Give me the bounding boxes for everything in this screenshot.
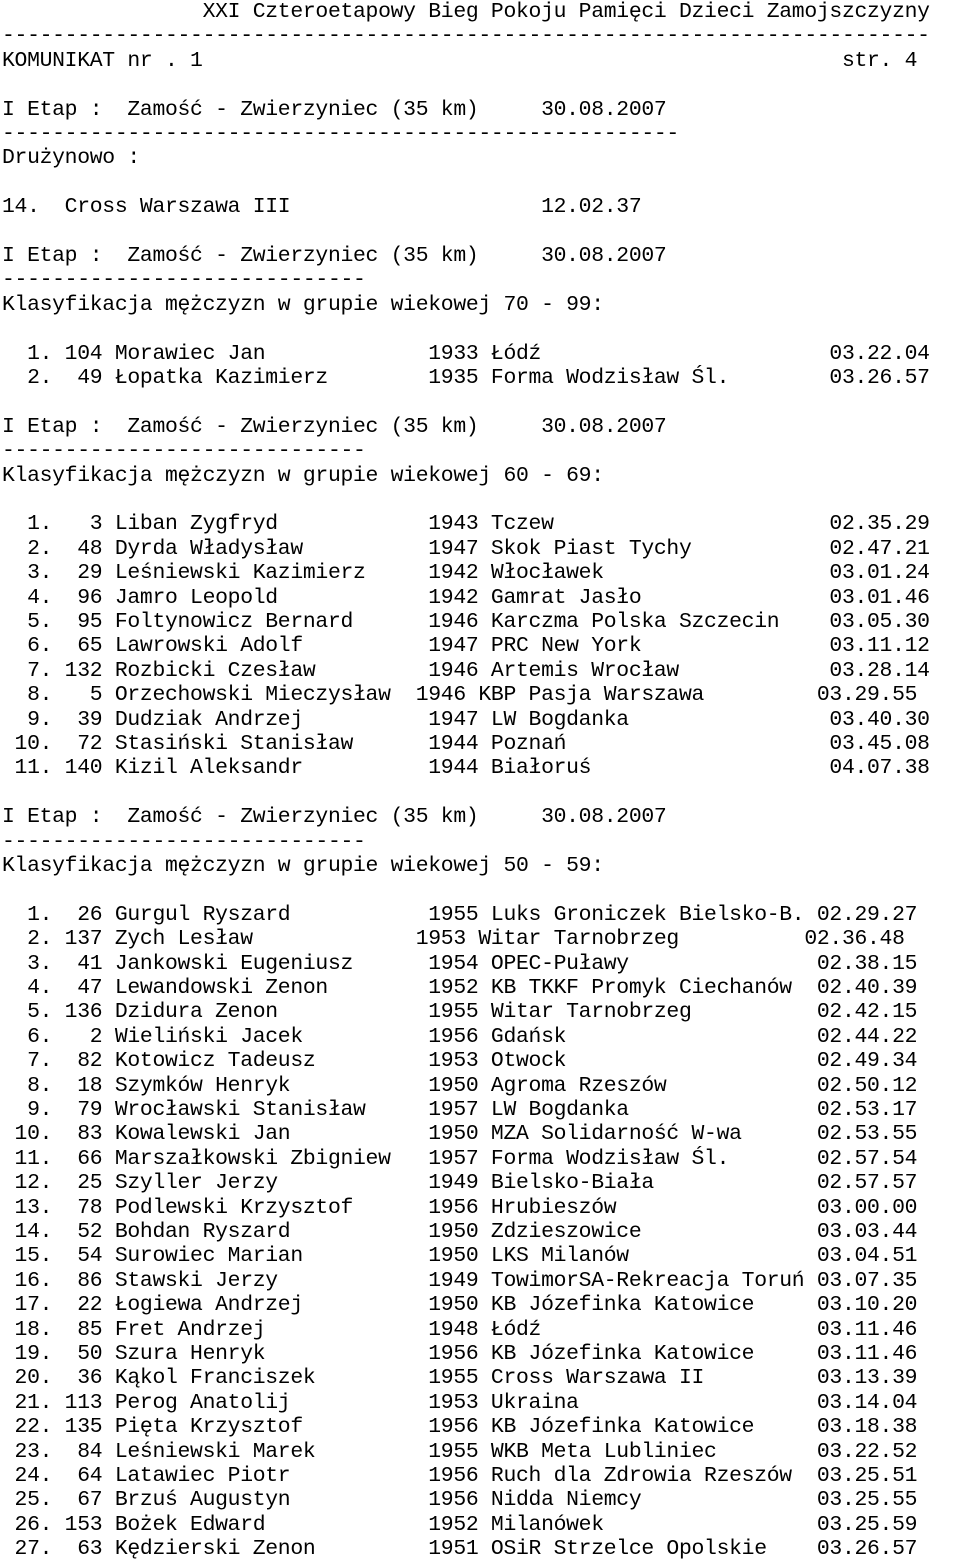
category-heading: Klasyfikacja mężczyzn w grupie wiekowej 70 - 99: bbox=[2, 292, 604, 317]
result-row: 2. 48 Dyrda Władysław 1947 Skok Piast Tychy 02.47.21 bbox=[2, 536, 930, 561]
result-row: 22. 135 Pięta Krzysztof 1956 KB Józefinka Katowice 03.18.38 bbox=[2, 1415, 918, 1440]
stage-header: I Etap : Zamość - Zwierzyniec (35 km) 30.08.2007 bbox=[2, 97, 667, 122]
result-row: 1. 26 Gurgul Ryszard 1955 Luks Groniczek Bielsko-B. 02.29.27 bbox=[2, 902, 918, 927]
result-row: 9. 79 Wrocławski Stanisław 1957 LW Bogdanka 02.53.17 bbox=[2, 1098, 918, 1122]
result-row: 23. 84 Leśniewski Marek 1955 WKB Meta Lubliniec 03.22.52 bbox=[2, 1439, 918, 1464]
result-row: 19. 50 Szura Henryk 1956 KB Józefinka Katowice 03.11.46 bbox=[2, 1342, 918, 1366]
result-row: 8. 18 Szymków Henryk 1950 Agroma Rzeszów 02.50.12 bbox=[2, 1073, 918, 1098]
result-row: 1. 104 Morawiec Jan 1933 Łódź 03.22.04 bbox=[2, 341, 930, 366]
result-row: 5. 136 Dzidura Zenon 1955 Witar Tarnobrzeg 02.42.15 bbox=[2, 1000, 918, 1025]
separator-line: -------------------------------------------------------------------------- bbox=[2, 24, 930, 49]
result-row: 11. 66 Marszałkowski Zbigniew 1957 Forma Wodzisław Śl. 02.57.54 bbox=[2, 1146, 918, 1171]
document-title: XXI Czteroetapowy Bieg Pokoju Pamięci Dzieci Zamojszczyzny bbox=[2, 0, 930, 24]
result-row: 7. 82 Kotowicz Tadeusz 1953 Otwock 02.49.34 bbox=[2, 1049, 918, 1074]
separator-line: ----------------------------- bbox=[2, 829, 366, 854]
result-row: 3. 41 Jankowski Eugeniusz 1954 OPEC-Puławy 02.38.15 bbox=[2, 951, 918, 976]
result-row: 8. 5 Orzechowski Mieczysław 1946 KBP Pasja Warszawa 03.29.55 bbox=[2, 683, 918, 708]
result-row: 27. 63 Kędzierski Zenon 1951 OSiR Strzelce Opolskie 03.26.57 bbox=[2, 1537, 918, 1561]
result-row: 5. 95 Foltynowicz Bernard 1946 Karczma Polska Szczecin 03.05.30 bbox=[2, 610, 930, 634]
result-row: 3. 29 Leśniewski Kazimierz 1942 Włocławek 03.01.24 bbox=[2, 561, 930, 586]
result-row: 2. 137 Zych Lesław 1953 Witar Tarnobrzeg 02.36.48 bbox=[2, 927, 905, 952]
result-row: 10. 72 Stasiński Stanisław 1944 Poznań 03.45.08 bbox=[2, 732, 930, 756]
category-heading: Klasyfikacja mężczyzn w grupie wiekowej 50 - 59: bbox=[2, 854, 604, 878]
result-row: 7. 132 Rozbicki Czesław 1946 Artemis Wrocław 03.28.14 bbox=[2, 658, 930, 683]
category-heading: Klasyfikacja mężczyzn w grupie wiekowej 60 - 69: bbox=[2, 463, 604, 488]
result-row: 17. 22 Łogiewa Andrzej 1950 KB Józefinka Katowice 03.10.20 bbox=[2, 1293, 918, 1318]
result-row: 9. 39 Dudziak Andrzej 1947 LW Bogdanka 03.40.30 bbox=[2, 707, 930, 732]
result-row: 20. 36 Kąkol Franciszek 1955 Cross Warszawa II 03.13.39 bbox=[2, 1366, 918, 1391]
result-row: 4. 47 Lewandowski Zenon 1952 KB TKKF Promyk Ciechanów 02.40.39 bbox=[2, 976, 918, 1000]
result-row: 18. 85 Fret Andrzej 1948 Łódź 03.11.46 bbox=[2, 1317, 918, 1342]
separator-line: ------------------------------------------------------ bbox=[2, 122, 679, 146]
stage-header: I Etap : Zamość - Zwierzyniec (35 km) 30.08.2007 bbox=[2, 805, 667, 830]
result-row: 2. 49 Łopatka Kazimierz 1935 Forma Wodzisław Śl. 03.26.57 bbox=[2, 366, 930, 390]
stage-header: I Etap : Zamość - Zwierzyniec (35 km) 30.08.2007 bbox=[2, 414, 667, 439]
result-row: 12. 25 Szyller Jerzy 1949 Bielsko-Biała 02.57.57 bbox=[2, 1171, 918, 1196]
result-row: 13. 78 Podlewski Krzysztof 1956 Hrubieszów 03.00.00 bbox=[2, 1195, 918, 1220]
separator-line: ----------------------------- bbox=[2, 268, 366, 293]
team-section-label: Drużynowo : bbox=[2, 146, 140, 171]
stage-header: I Etap : Zamość - Zwierzyniec (35 km) 30.08.2007 bbox=[2, 244, 667, 268]
result-row: 25. 67 Brzuś Augustyn 1956 Nidda Niemcy 03.25.55 bbox=[2, 1488, 918, 1513]
result-row: 11. 140 Kizil Aleksandr 1944 Białoruś 04.07.38 bbox=[2, 756, 930, 781]
result-row: 10. 83 Kowalewski Jan 1950 MZA Solidarność W-wa 02.53.55 bbox=[2, 1122, 918, 1147]
result-row: 4. 96 Jamro Leopold 1942 Gamrat Jasło 03.01.46 bbox=[2, 585, 930, 610]
result-row: 24. 64 Latawiec Piotr 1956 Ruch dla Zdrowia Rzeszów 03.25.51 bbox=[2, 1464, 918, 1488]
separator-line: ----------------------------- bbox=[2, 439, 366, 464]
result-row: 21. 113 Perog Anatolij 1953 Ukraina 03.14.04 bbox=[2, 1390, 918, 1415]
result-row: 26. 153 Bożek Edward 1952 Milanówek 03.25.59 bbox=[2, 1512, 918, 1537]
result-row: 6. 2 Wieliński Jacek 1956 Gdańsk 02.44.22 bbox=[2, 1024, 918, 1049]
result-row: 14. 52 Bohdan Ryszard 1950 Zdzieszowice 03.03.44 bbox=[2, 1220, 918, 1244]
result-row: 16. 86 Stawski Jerzy 1949 TowimorSA-Rekreacja Toruń 03.07.35 bbox=[2, 1268, 918, 1293]
result-row: 1. 3 Liban Zygfryd 1943 Tczew 02.35.29 bbox=[2, 512, 930, 537]
result-row: 15. 54 Surowiec Marian 1950 LKS Milanów 03.04.51 bbox=[2, 1244, 918, 1269]
result-row: 14. Cross Warszawa III 12.02.37 bbox=[2, 195, 642, 220]
communique-header: KOMUNIKAT nr . 1 str. 4 bbox=[2, 48, 918, 73]
result-row: 6. 65 Lawrowski Adolf 1947 PRC New York 03.11.12 bbox=[2, 634, 930, 659]
